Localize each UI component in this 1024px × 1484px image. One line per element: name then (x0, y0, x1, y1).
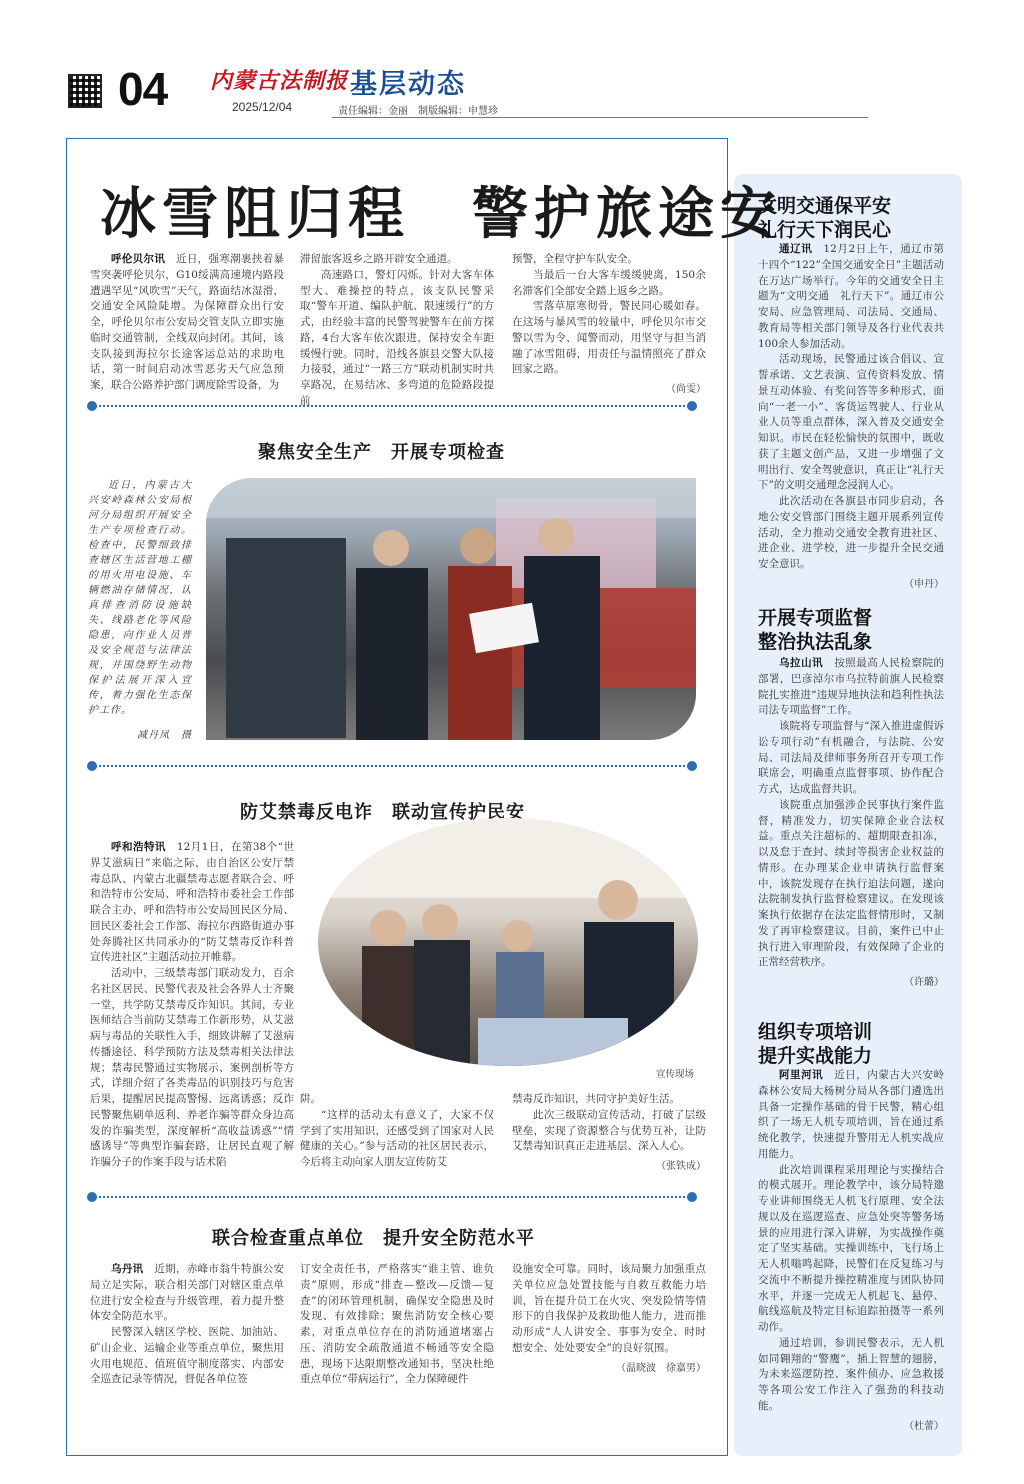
story-title: 防艾禁毒反电诈 联动宣传护民安 (240, 802, 525, 823)
photo-credit: 减丹凤 摄 (137, 730, 192, 741)
story-paragraph: 通过培训，参训民警表示，无人机如同翱翔的“警鹰”，插上智慧的翅膀，为未来巡逻防控、案件侦办、应急救援等各项公安工作注入了强劲的科技动能。 (758, 1336, 944, 1412)
dateline: 呼伦贝尔讯 (111, 253, 166, 265)
story-paragraph: “这样的活动太有意义了，大家不仅学到了实用知识，还感受到了国家对人民健康的关心。”参与活动的社区居民表示，今后将主动向家人朋友宣传防艾 (300, 1108, 494, 1168)
story-paragraph: 活动中，三级禁毒部门联动发力，百余名社区居民、民警代表及社会各界人士齐聚一堂，共学防艾禁毒反诈知识。其间，专业医师结合当前防艾禁毒工作新形势，从艾滋病与毒品的关联性入手，细致讲解了艾滋病传播途径、科学预防方法及禁毒相关法律法规；禁毒民警通过实物展示、案例剖析等方式，详细介绍了各类毒品的识别技巧与危害后果，提醒居民提高警惕、远离诱惑；反诈民警聚焦刷单返利、养老诈骗等群众身边高发的诈骗类型，深度解析“高收益诱惑”“情感诱导”等典型诈骗套路，让居民直观了解诈骗分子的作案手段与话术陷 (90, 967, 294, 1168)
byline: （尚雯） (666, 384, 706, 395)
story-title: 联合检查重点单位 提升安全防范水平 (212, 1228, 535, 1249)
story-text (88, 478, 192, 743)
story-col-3 (512, 1092, 706, 1174)
byline: （杜蕾） (904, 1420, 944, 1432)
campaign-event-photo (318, 818, 698, 1066)
photo-illustration (318, 818, 698, 1066)
page-header (0, 0, 1024, 128)
story-paragraph: 近日，内蒙古大兴安岭森林公安局根河分局组织开展安全生产专项检查行动。检查中，民警细致排查辖区生活营地工棚的用火用电设施、车辆燃油存储情况，认真排查消防设施缺失、线路老化等风险隐患，向作业人员普及安全规范与法律法规，并围绕野生动物保护法展开深入宣传，着力强化生态保护工作。 (88, 480, 192, 716)
section-title: 基层动态 (350, 69, 466, 100)
story-col-2 (300, 1092, 494, 1171)
story-paragraph: 乌拉山讯 按照最高人民检察院的部署，巴彦淖尔市乌拉特前旗人民检察院扎实推进“违规异地执法和趋利性执法司法专项监督”工作。 (758, 657, 945, 717)
lead-col-2 (300, 252, 494, 410)
sidebar-story-text (758, 656, 944, 990)
story-paragraph: 此次培训课程采用理论与实操结合的模式展开。理论教学中，该分局特邀专业讲师围绕无人机飞行原理、安全法规以及在巡逻巡查、应急处突等警务场景的应用进行深入讲解，为实战操作奠定了坚实基础。实操训练中，飞行场上无人机嗡鸣起降，民警们在反复练习与交流中不断提升操控精准度与团队协同水平，并逐一完成无人机起飞、悬停、航线巡航及特定目标追踪拍摄等一系列动作。 (758, 1163, 944, 1333)
dateline: 乌拉山讯 (779, 657, 824, 669)
story-paragraph: 该院重点加强涉企民事执行案件监督，精准发力，切实保障企业合法权益。重点关注超标的、超期限查扣冻，以及怠于查封、续封等损害企业权益的情形。在办理某企业申请执行监督案中，该院发现存在执行迫法问题，遂向法院制发执行监督检察建议。在发现该案执行依据存在法定监督情形时，又制发了再审检察建议。目前，案件已中止执行进入审理阶段，有效保障了企业的正常经营秩序。 (758, 798, 944, 969)
story-paragraph: 禁毒反诈知识，共同守护美好生活。 (512, 1093, 680, 1105)
photo-illustration (206, 478, 696, 740)
byline: （温晓波 徐嘉男） (616, 1362, 706, 1374)
story-paragraph: 该院将专项监督与“深入推进虚假诉讼专项行动”有机融合，与法院、公安局、司法局及律师事务所召开专项工作联席会，明确重点监督事项、协作配合方式，达成监督共识。 (758, 720, 944, 795)
lead-col-1 (90, 252, 284, 394)
byline: （申丹） (904, 578, 944, 590)
newspaper-logo: 内蒙古法制报 (210, 68, 349, 94)
page-number: 04 (118, 63, 168, 115)
story-paragraph: 此次三级联动宣传活动，打破了层级壁垒，实现了资源整合与优势互补，让防艾禁毒知识真正走进基层、深入人心。 (512, 1108, 706, 1153)
photo-caption: 宣传现场 (656, 1069, 695, 1080)
issue-date: 2025/12/04 (232, 100, 293, 114)
story-col-1 (90, 1262, 284, 1388)
story-paragraph: 阱。 (300, 1093, 321, 1105)
sidebar-story-text (758, 242, 944, 592)
story-paragraph: 设施安全可靠。同时，该局聚力加强重点关单位应急处置技能与自救互救能力培训，旨在提升员工在火灾、突发险情等情形下的自我保护及救助他人能力，进而推动形成“人人讲安全、事事为安全、时时想安全、处处要安全”的良好氛围。 (512, 1263, 706, 1354)
lead-paragraph: 雪落草原寒彻骨，警民同心暖如春。在这场与暴风雪的较量中，呼伦贝尔市交警以雪为令、闻警而动，用坚守与担当消融了冰雪阻碍，用责任与温情照亮了群众回家之路。 (512, 300, 706, 376)
story-paragraph: 此次活动在各旗县市同步启动，各地公安交管部门围绕主题开展系列宣传活动，全力推动交通安全教育进社区、进企业、进学校，进一步提升全民交通安全意识。 (758, 495, 944, 570)
dateline: 呼和浩特讯 (111, 841, 166, 853)
story-paragraph: 活动现场，民警通过该合倡议、宣誓承诺、文艺表演、宣传资料发放、情景互动体验、有奖问答等多种形式，面向“一老一小”、客货运驾驶人、行业从业人员等重点群体，深入普及交通安全知识。市民在轻松愉快的氛围中，既收获了主题文创产品，又进一步增强了文明出行、安全驾驶意识，真正让“礼行天下”的文明交通理念浸润人心。 (758, 353, 944, 492)
lead-paragraph: 呼伦贝尔讯 近日，强寒潮裹挟着暴雪突袭呼伦贝尔，G10绥满高速境内路段遭遇罕见“风吹雪”天气，路面结冰湿滑，交通安全风险陡增。为保障群众出行安全，呼伦贝尔市公安局交管支队立即实施临时交通管制，全线双向封闭。其间，该支队接到海拉尔长途客运总站的求助电话，第一时间启动冰雪恶劣天气应急预案，联合公路养护部门调度除雪设备，为 (90, 253, 285, 391)
story-paragraph: 乌丹讯 近期，赤峰市翁牛特旗公安局立足实际，联合相关部门对辖区重点单位进行安全检查与升级管理，着力提升整体安全防范水平。 (90, 1263, 285, 1323)
police-inspection-photo (206, 478, 696, 740)
lead-paragraph: 预警，全程守护车队安全。 (512, 253, 638, 265)
story-col-3 (512, 1262, 706, 1376)
story-paragraph: 通辽讯 12月2日上午，通辽市第十四个“122”全国交通安全日”主题活动在万达广场举行。今年的交通安全日主题为“文明交通 礼行天下”。通辽市公安局、应急管理局、司法局、交通局、教育局等相关部门领导及各行业代表共100余人参加活动。 (758, 243, 945, 350)
story-paragraph: 民警深入辖区学校、医院、加油站、矿山企业、运输企业等重点单位，聚焦用火用电规范、值班值守制度落实、内部安全巡查记录等情况，督促各单位签 (90, 1326, 284, 1386)
sidebar-story-text (758, 1068, 944, 1434)
story-col-2 (300, 1262, 494, 1388)
section-divider (92, 765, 692, 767)
dateline: 通辽讯 (779, 243, 813, 255)
qr-code-icon (68, 74, 102, 108)
lead-paragraph: 当最后一台大客车缓缓驶离，150余名滞客们全部安全踏上返乡之路。 (512, 268, 706, 297)
sidebar-story-title: 组织专项培训 提升实战能力 (758, 1021, 873, 1068)
header-rule (332, 117, 868, 118)
editors-line: 责任编辑：金丽 制版编辑：申慧珍 (338, 106, 498, 117)
lead-paragraph: 高速路口，警灯闪烁。针对大客车体型大、难操控的特点，该支队民警采取“警车开道、编队护航、限速缓行”的方式，由经验丰富的民警驾驶警车在前方探路，4台大客车依次跟进，保持安全车距缓慢行驶。同时，沿线各旗县交警大队接力接驳，通过“一路三方”联动机制实时共享路况，在易结冰、多弯道的危险路段提前 (300, 268, 494, 407)
lead-col-3 (512, 252, 706, 397)
lead-headline: 冰雪阻归程 警护旅途安 (100, 181, 782, 247)
dateline: 乌丹讯 (111, 1263, 144, 1275)
byline: （许璐） (904, 977, 944, 988)
section-divider (92, 1196, 692, 1198)
story-paragraph: 订安全责任书，严格落实“谁主管、谁负责”原则，形成“排查—整改—反馈—复查”的闭环管理机制，确保安全隐患及时发现、有效排除；聚焦消防安全核心要素，对重点单位存在的消防通道堵塞占压、消防安全疏散通道不畅通等安全隐患，现场下达限期整改通知书，坚决杜绝重点单位“带病运行”，全力保障硬件 (300, 1263, 494, 1386)
lead-paragraph: 滞留旅客返乡之路开辟安全通道。 (300, 253, 458, 265)
sidebar-story-title: 文明交通保平安 礼行天下润民心 (758, 195, 892, 242)
section-divider (92, 405, 692, 407)
byline: （张铁成） (656, 1161, 706, 1172)
story-col-1 (90, 840, 294, 1171)
sidebar-story-title: 开展专项监督 整治执法乱象 (758, 607, 873, 654)
story-paragraph: 呼和浩特讯 12月1日，在第38个“世界艾滋病日”来临之际，由自治区公安厅禁毒总队、内蒙古北疆禁毒志愿者联合会、呼和浩特市公安局、呼和浩特市委社会工作部联合主办，呼和浩特市公安局回民区分局、回民区委社会工作部、海拉尔西路街道办事处奔腾社区共同承办的“防艾禁毒反诈科普宣传进社区”主题活动拉开帷幕。 (90, 841, 295, 964)
story-paragraph: 阿里河讯 近日，内蒙古大兴安岭森林公安局大杨树分局从各部门遴选出具备一定操作基础的骨干民警，精心组织了一场无人机专项培训，旨在通过系统化教学，快速提升警用无人机实战应用能力。 (758, 1069, 945, 1160)
dateline: 阿里河讯 (779, 1069, 824, 1081)
story-title: 聚焦安全生产 开展专项检查 (258, 442, 505, 463)
